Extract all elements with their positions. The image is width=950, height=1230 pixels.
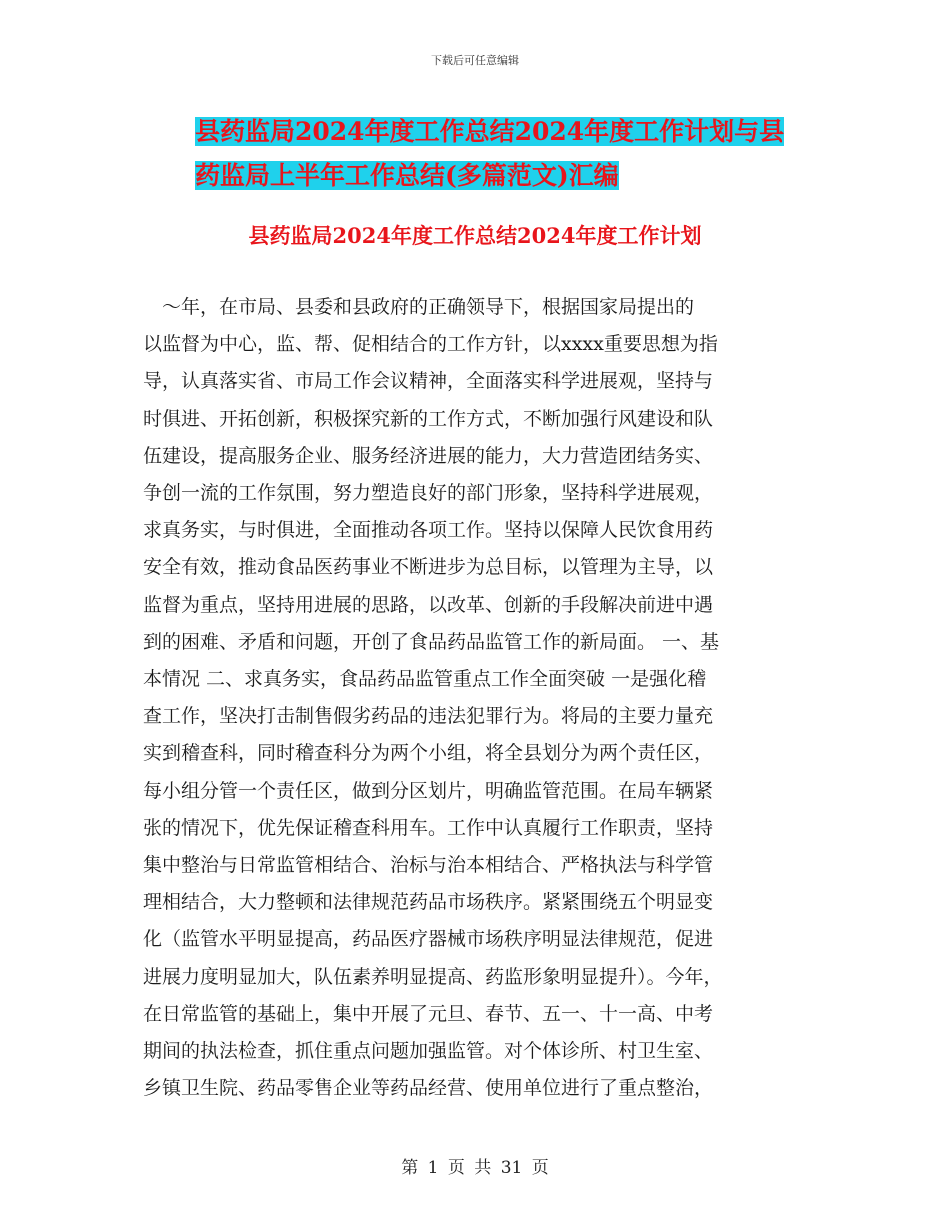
body-line: 实到稽查科，同时稽查科分为两个小组，将全县划分为两个责任区，	[143, 742, 714, 765]
body-line: 伍建设，提高服务企业、服务经济进展的能力，大力营造团结务实、	[143, 444, 714, 467]
body-line: 乡镇卫生院、药品零售企业等药品经营、使用单位进行了重点整治，	[143, 1077, 714, 1100]
document-title	[195, 110, 815, 198]
page-header-note: 下载后可任意编辑	[431, 54, 519, 67]
body-line: 争创一流的工作氛围，努力塑造良好的部门形象，坚持科学进展观，	[143, 482, 714, 505]
body-line: 每小组分管一个责任区，做到分区划片，明确监管范围。在局车辆紧	[143, 779, 714, 802]
body-line: 本情况 二、求真务实，食品药品监管重点工作全面突破 一是强化稽	[143, 668, 707, 691]
title-line-2: 药监局上半年工作总结(多篇范文)汇编	[195, 161, 619, 190]
body-line: 在日常监管的基础上，集中开展了元旦、春节、五一、十一高、中考	[143, 1002, 714, 1025]
body-line: 监督为重点，坚持用进展的思路，以改革、创新的手段解决前进中遇	[143, 593, 714, 616]
body-line: 期间的执法检查，抓住重点问题加强监管。对个体诊所、村卫生室、	[143, 1040, 714, 1063]
body-line: 查工作，坚决打击制售假劣药品的违法犯罪行为。将局的主要力量充	[143, 705, 714, 728]
title-line-1: 县药监局2024年度工作总结2024年度工作计划与县	[195, 117, 785, 146]
body-line: ～年，在市局、县委和县政府的正确领导下，根据国家局提出的	[143, 296, 695, 318]
body-line: 求真务实，与时俱进，全面推动各项工作。坚持以保障人民饮食用药	[143, 519, 714, 542]
body-line: 张的情况下，优先保证稽查科用车。工作中认真履行工作职责，坚持	[143, 816, 714, 839]
page-number: 第 1 页 共 31 页	[401, 1158, 549, 1178]
body-line: 时俱进、开拓创新，积极探究新的工作方式，不断加强行风建设和队	[143, 407, 714, 430]
body-line: 理相结合，大力整顿和法律规范药品市场秩序。紧紧围绕五个明显变	[143, 891, 714, 914]
body-line: 进展力度明显加大，队伍素养明显提高、药监形象明显提升）。今年，	[143, 965, 723, 988]
body-line: 以监督为中心，监、帮、促相结合的工作方针，以xxxx重要思想为指	[143, 333, 718, 356]
body-line: 安全有效，推动食品医药事业不断进步为总目标，以管理为主导，以	[143, 556, 714, 579]
body-line: 导，认真落实省、市局工作会议精神，全面落实科学进展观，坚持与	[143, 370, 714, 393]
body-paragraph	[143, 289, 806, 1107]
body-line: 集中整治与日常监管相结合、治标与治本相结合、严格执法与科学管	[143, 854, 714, 877]
body-line: 到的困难、矛盾和问题，开创了食品药品监管工作的新局面。 一、基	[143, 630, 720, 653]
body-line: 化（监管水平明显提高，药品医疗器械市场秩序明显法律规范，促进	[143, 928, 714, 951]
section-title: 县药监局2024年度工作总结2024年度工作计划	[248, 223, 702, 248]
